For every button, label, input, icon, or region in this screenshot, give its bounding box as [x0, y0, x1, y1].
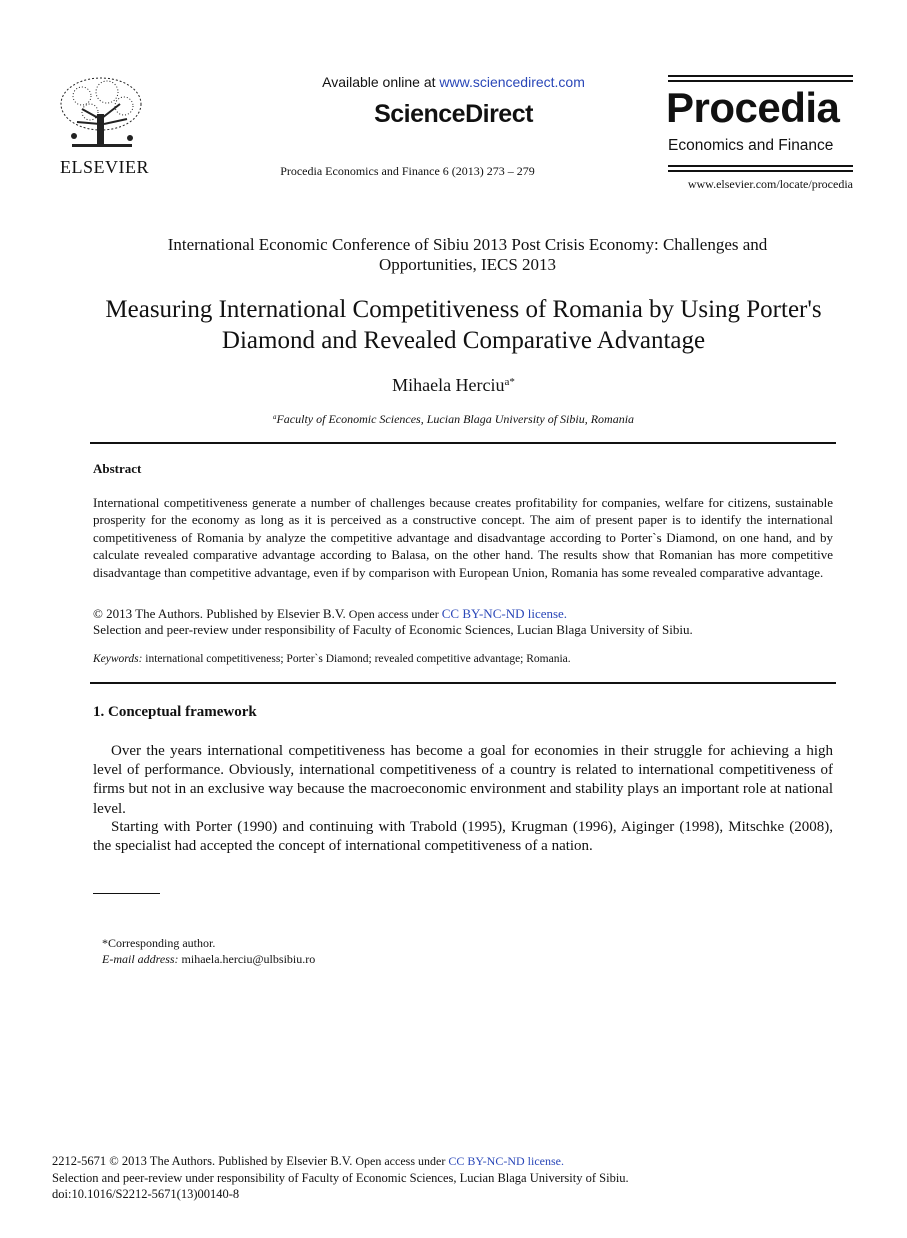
- affiliation-mark: a: [272, 413, 277, 421]
- license-link[interactable]: CC BY-NC-ND license.: [441, 606, 568, 621]
- paper-title: Measuring International Competitiveness of Romania by Using Porter's Diamond and Revealed Comparative Advantage: [105, 296, 822, 354]
- procedia-top-rule: [668, 75, 853, 77]
- abstract-copyright-line: [93, 606, 567, 622]
- footer-copyright-line: [52, 1154, 564, 1169]
- footer-doi[interactable]: doi:10.1016/S2212-5671(13)00140-8: [52, 1187, 240, 1201]
- footer-selection: Selection and peer-review under responsibility of Faculty of Economic Sciences, Lucian Blaga University of Sibiu.: [52, 1171, 629, 1185]
- footnote-rule: [93, 893, 160, 894]
- corresponding-author-note: *Corresponding author.: [102, 936, 216, 950]
- section-paragraph-2: Starting with Porter (1990) and continuing with Trabold (1995), Krugman (1996), Aiginger (1998), Mitschke (2008), the specialist had accepted the concept of international competitiveness of a nation.: [93, 819, 833, 855]
- section-heading: 1. Conceptual framework: [93, 704, 257, 720]
- keywords-list: international competitiveness; Porter`s Diamond; revealed competitive advantage; Romania.: [142, 653, 571, 665]
- author-name: Mihaela Herciu: [392, 375, 505, 395]
- footer-license-link[interactable]: CC BY-NC-ND license.: [448, 1154, 564, 1168]
- footer-open-access: Open access under: [352, 1154, 449, 1168]
- affiliation-text: Faculty of Economic Sciences, Lucian Blaga University of Sibiu, Romania: [276, 412, 635, 426]
- procedia-wordmark: Procedia: [666, 84, 840, 131]
- abstract-selection: Selection and peer-review under responsibility of Faculty of Economic Sciences, Lucian Blaga University of Sibiu.: [93, 622, 693, 637]
- author-marks: a*: [504, 376, 515, 388]
- keywords-label: Keywords:: [93, 653, 143, 665]
- email-label: E-mail address:: [102, 952, 179, 966]
- abstract-body: International competitiveness generate a number of challenges because creates profitability for companies, welfare for citizens, sustainable prosperity for the economy as long as it is perceived as a constructive concept. The aim of present paper is to identify the international competitiveness of Romania by analyze the competitive advantage and disadvantage according to Porter`s Diamond, on one hand, and by calculate revealed comparative advantage according to Balasa, on the other hand. The results show that Romanian has more competitive disadvantage than competitive advantage, even if by comparison with European Union, Romania has some revealed comparative advantage.: [93, 495, 833, 580]
- elsevier-wordmark: ELSEVIER: [60, 157, 149, 177]
- sciencedirect-wordmark: ScienceDirect: [374, 100, 533, 128]
- available-prefix: Available online at: [322, 74, 440, 90]
- open-access-text: Open access under: [345, 607, 442, 621]
- author-line: [0, 375, 907, 396]
- conference-name: International Economic Conference of Sibiu 2013 Post Crisis Economy: Challenges and Opportunities, IECS 2013: [167, 235, 768, 274]
- abstract-heading: Abstract: [93, 461, 142, 476]
- procedia-subtitle: Economics and Finance: [668, 137, 834, 154]
- divider-bottom: [90, 682, 836, 684]
- procedia-bottom-rule: [668, 165, 853, 167]
- affiliation-line: [0, 412, 907, 427]
- email-address[interactable]: mihaela.herciu@ulbsibiu.ro: [178, 952, 316, 966]
- procedia-url-link[interactable]: www.elsevier.com/locate/procedia: [687, 177, 853, 191]
- keywords-line: [93, 653, 571, 665]
- divider-top: [90, 442, 836, 444]
- email-note: [102, 952, 315, 967]
- procedia-bottom-rule-2: [668, 170, 853, 172]
- footer-issn-copyright: 2212-5671 © 2013 The Authors. Published by Elsevier B.V.: [52, 1154, 353, 1168]
- sciencedirect-link[interactable]: www.sciencedirect.com: [439, 74, 585, 90]
- copyright-text: © 2013 The Authors. Published by Elsevier B.V.: [93, 606, 346, 621]
- journal-citation: Procedia Economics and Finance 6 (2013) 273 – 279: [280, 164, 535, 178]
- section-paragraph-1: Over the years international competitiveness has become a goal for economies in their struggle for achieving a high level of performance. Obviously, international competitiveness of a country is related to international competitiveness of firms but not in an exclusive way because the macroeconomic environment and stability plays an important role at national level.: [93, 743, 833, 817]
- procedia-top-rule-2: [668, 80, 853, 82]
